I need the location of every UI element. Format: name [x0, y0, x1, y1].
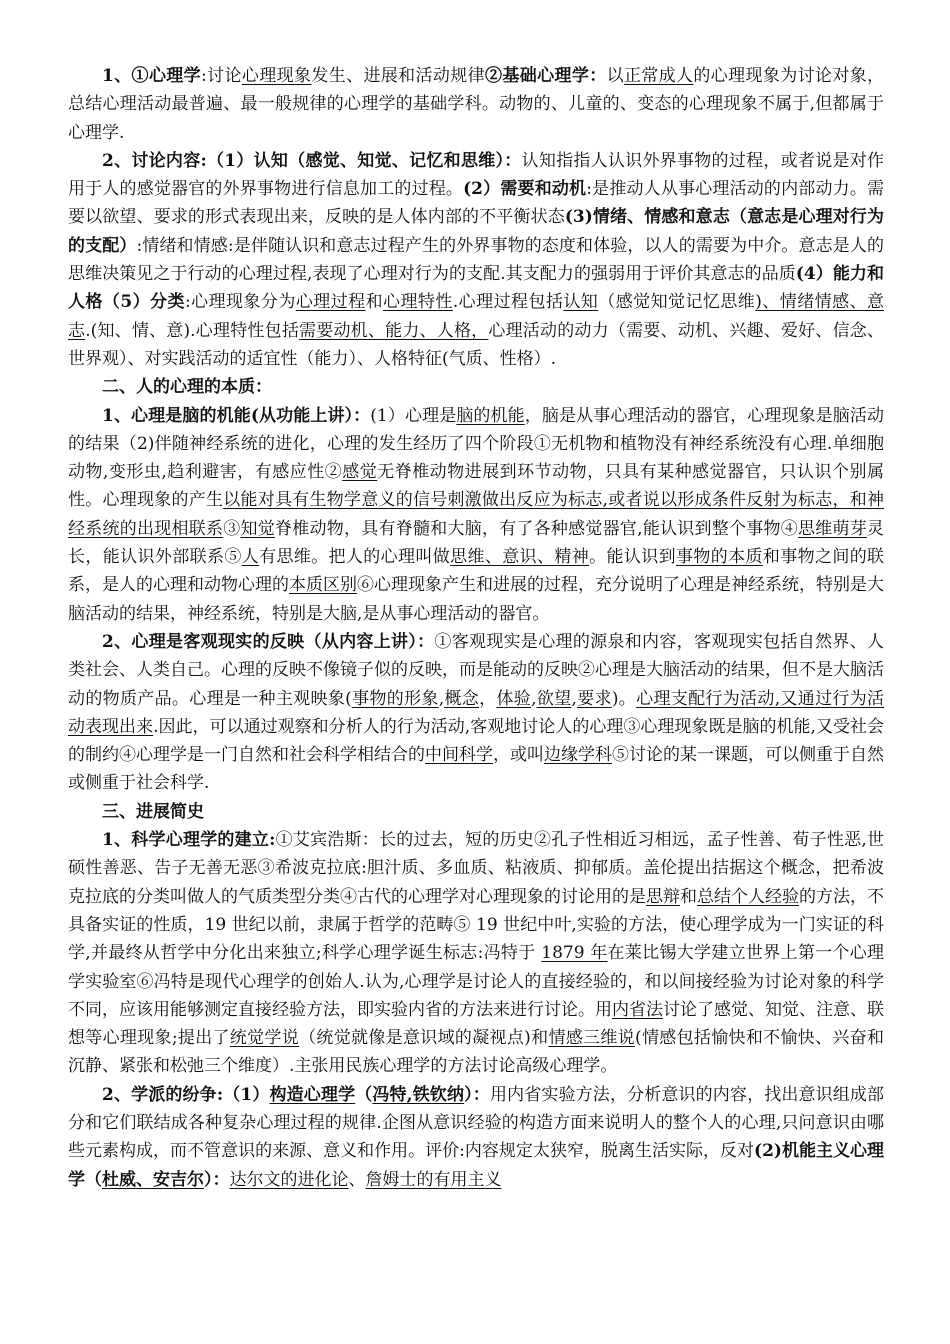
underlined-text: 心理现象 — [241, 66, 312, 86]
bold-text: ）： — [204, 1169, 230, 1190]
bold-text: 1、① — [102, 66, 149, 86]
text-run: 发生、进展和活动规律 — [311, 66, 485, 86]
underlined-text: 冯特,铁钦纳 — [372, 1084, 465, 1105]
underlined-text: )、情绪情感、意志 — [68, 292, 885, 341]
underlined-text: 1879 年 — [541, 943, 608, 964]
underlined-text: 概念 — [444, 688, 480, 709]
bold-text: 2、学派的纷争:（1） — [102, 1084, 270, 1105]
text-run: 灵长，能认识外部联系⑤ — [68, 518, 885, 568]
underlined-text: 构造心理学 — [269, 1084, 356, 1105]
underlined-text: 正常成人 — [623, 66, 694, 86]
bold-text: (4）能力和人格（5）分类 — [68, 264, 884, 313]
text-run: :是推动人从事心理活动的内部动力。需要以欲望、要求的形式表现出来，反映的是人体内部的不平衡状态 — [68, 179, 884, 228]
paragraph — [68, 798, 884, 826]
text-run: , — [531, 688, 537, 709]
underlined-text: 体验 — [496, 688, 532, 709]
text-run: 认知指指人认识外界事物的过程，或者说是对作用于人的感觉器官的外界事物进行信息加工的过程。 — [68, 150, 885, 200]
underlined-text: 总结个人经验 — [697, 886, 799, 907]
underlined-text: 边缘学科 — [544, 745, 612, 766]
text-run: ， — [479, 688, 497, 709]
underlined-text: 人 — [241, 547, 260, 568]
bold-text: 1、心理是脑的机能(从功能上讲）： — [102, 405, 371, 426]
text-run: :讨论 — [201, 66, 242, 86]
text-run: （统觉就像是意识域的凝视点)和 — [299, 1028, 549, 1049]
underlined-text: 欲望 — [536, 688, 572, 709]
underlined-text: 情感三维说 — [548, 1028, 635, 1049]
underlined-text: 感觉 — [342, 462, 378, 483]
bold-text: ②基础心理学： — [485, 66, 607, 86]
text-run: 。能认识到 — [589, 547, 676, 568]
underlined-text: 需要动机、能力、人格， — [299, 320, 489, 341]
underlined-text: 事物的本质 — [675, 547, 763, 568]
paragraph — [68, 147, 884, 373]
text-run: :情绪和情感:是伴随认识和意志过程产生的外界事物的态度和体验，以人的需要为中介。意志是人的思维决策见之于行动的心理过程,表现了心理对行为的支配.其支配力的强弱用于评价其意志的品质 — [68, 235, 885, 285]
text-run: 和 — [365, 292, 384, 313]
text-run: , — [438, 688, 445, 709]
text-run: 讨论了感觉、知觉、注意、联想等心理现象;提出了 — [68, 999, 884, 1049]
underlined-text: 本质区别 — [289, 575, 357, 596]
bold-text: (3)情绪、情感和意志（意志是心理对行为的支配） — [68, 207, 885, 256]
underlined-text: 以能对具有生物学意义的信号刺激做出反应为标志,或者说以形成条件反射为标志，和神经系统的出现相联系 — [68, 490, 885, 539]
paragraph — [68, 1081, 884, 1194]
underlined-text: 思维、意识、精神 — [450, 547, 590, 568]
text-run: ⑤讨论的某一课题，可以侧重于自然或侧重于社会科学. — [68, 745, 884, 794]
underlined-text: 心理支配行为活动,又通过行为活动表现出来 — [68, 688, 885, 737]
underlined-text: 认知 — [563, 292, 599, 313]
text-run: 和事物之间的联系，是人的心理和动物心理的 — [68, 547, 885, 596]
text-run: 以 — [606, 66, 624, 86]
text-run: ①客观现实是心理的源泉和内容，客观现实包括自然界、人类社会、人类自己。心理的反映不像镜子似的反映，而是能动的反映②心理是大脑活动的结果，但不是大脑活动的物质产品。心理是一种主观映象( — [68, 631, 885, 709]
text-run: (1）心理是 — [370, 405, 457, 426]
underlined-text: 达尔文的进化论 — [229, 1169, 349, 1190]
text-run: 心理活动的动力（需要、动机、兴趣、爱好、信念、世界观）、对实践活动的适宜性（能力）、人格特征(气质、性格）. — [68, 320, 885, 369]
underlined-text: 脑的机能 — [456, 405, 525, 426]
bold-text: (2）需要和动机 — [463, 179, 587, 200]
text-run: ，脑是从事心理活动的器官，心理现象是脑活动的结果（2)伴随神经系统的进化，心理的发生经历了四个阶段①无机物和植物没有神经系统没有心理.单细胞动物,变形虫,趋利避害，有感应性② — [68, 405, 885, 483]
underlined-text: 内省法 — [612, 999, 663, 1020]
text-run: 用内省实验方法，分析意识的内容，找出意识组成部分和它们联结成各种复杂心理过程的规律.企图从意识经验的构造方面来说明人的整个人的心理,只问意识由哪些元素构成，而不管意识的来源、意义和作用。评价:内容规定太狭窄，脱离生活实际，反对 — [68, 1084, 885, 1162]
text-run: .心理过程包括 — [452, 292, 564, 313]
underlined-text: 心理过程 — [295, 292, 366, 313]
bold-text: ）： — [464, 1084, 490, 1105]
paragraph — [68, 826, 884, 1081]
underlined-text: 中间科学 — [425, 745, 493, 766]
underlined-text: 思辩 — [646, 886, 680, 907]
text-run: 的方法，不具备实证的性质，19 世纪以前，隶属于哲学的范畴⑤ 19 世纪中叶,实验的方法，使心理学成为一门实证的科学,并最终从哲学中分化出来独立;科学心理学诞生标志:冯特于 — [68, 886, 884, 964]
text-run: 和 — [680, 886, 697, 907]
text-run: .(知、情、意).心理特性包括 — [85, 320, 300, 341]
bold-text: 1、科学心理学的建立: — [102, 830, 276, 851]
paragraph — [68, 62, 884, 147]
text-run: ，或叫 — [493, 745, 544, 766]
text-run: 无脊椎动物进展到环节动物，只具有某种感觉器官，只认识个别属性。心理现象的产生 — [68, 462, 885, 511]
text-run: 的心理现象为讨论对象，总结心理活动最普遍、最一般规律的心理学的基础学科。动物的、儿童的、变态的心理现象不属于,但都属于心理学. — [68, 66, 885, 143]
underlined-text: 杜威、安吉尔 — [102, 1169, 204, 1190]
text-run: )。 — [611, 688, 637, 709]
text-run: 在莱比锡大学建立世界上第一个心理学实验室⑥冯特是现代心理学的创始人.认为,心理学是讨论人的直接经验的，和以间接经验为讨论对象的科学不同，应该用能够测定直接经验方法，即实验内省的方法来进行讨论。用 — [68, 943, 885, 1020]
bold-text: 三、进展简史 — [102, 801, 204, 822]
bold-text: （ — [355, 1084, 373, 1105]
text-run: ③ — [223, 518, 241, 539]
paragraph — [68, 402, 884, 628]
underlined-text: 思维萌芽 — [798, 518, 868, 539]
underlined-text: 统觉学说 — [229, 1028, 300, 1049]
bold-text: 二、人的心理的本质： — [102, 377, 272, 398]
underlined-text: 要求 — [576, 688, 612, 709]
paragraph — [68, 373, 884, 401]
underlined-text: 詹姆士的有用主义 — [365, 1169, 502, 1190]
text-run: ⑥心理现象产生和进展的过程，充分说明了心理是神经系统，特别是大脑活动的结果，神经系统，特别是大脑,是从事心理活动的器官。 — [68, 575, 884, 624]
text-run: .因此，可以通过观察和分析人的行为活动,客观地讨论人的心理③心理现象既是脑的机能,又受社会的制约④心理学是一门自然和社会科学相结合的 — [68, 716, 885, 766]
text-run: :心理现象分为 — [184, 292, 296, 313]
text-run: ①艾宾浩斯：长的过去，短的历史②孔子性相近习相远，孟子性善、荀子性恶,世硕性善恶、告子无善无恶③希波克拉底:胆汁质、多血质、粘液质、抑郁质。盖伦提出拮据这个概念，把希波克拉底的分类叫做人的气质类型分类④古代的心理学对心理现象的讨论用的是 — [68, 830, 884, 907]
underlined-text: 心理特性 — [383, 292, 453, 313]
bold-text: (2)机能主义心理学（ — [68, 1141, 884, 1190]
paragraph — [68, 628, 884, 798]
text-run: 有思维。把人的心理叫做 — [259, 547, 451, 568]
text-run: , — [571, 688, 577, 709]
underlined-text: 知觉 — [240, 518, 275, 539]
bold-text: 2、心理是客观现实的反映（从内容上讲）： — [102, 631, 435, 652]
bold-text: 心理学 — [148, 66, 202, 86]
text-run: 脊椎动物，具有脊髓和大脑，有了各种感觉器官,能认识到整个事物④ — [274, 518, 799, 539]
text-run: （感觉知觉记忆思维 — [598, 292, 756, 313]
bold-text: 2、讨论内容:（1）认知（感觉、知觉、记忆和思维）： — [102, 150, 522, 171]
text-run: (情感包括愉快和不愉快、兴奋和沉静、紧张和松弛三个维度）.主张用民族心理学的方法讨论高级心理学。 — [68, 1028, 885, 1077]
underlined-text: 事物的形象 — [351, 688, 439, 709]
document-body — [68, 62, 884, 1194]
text-run: 、 — [348, 1169, 366, 1190]
